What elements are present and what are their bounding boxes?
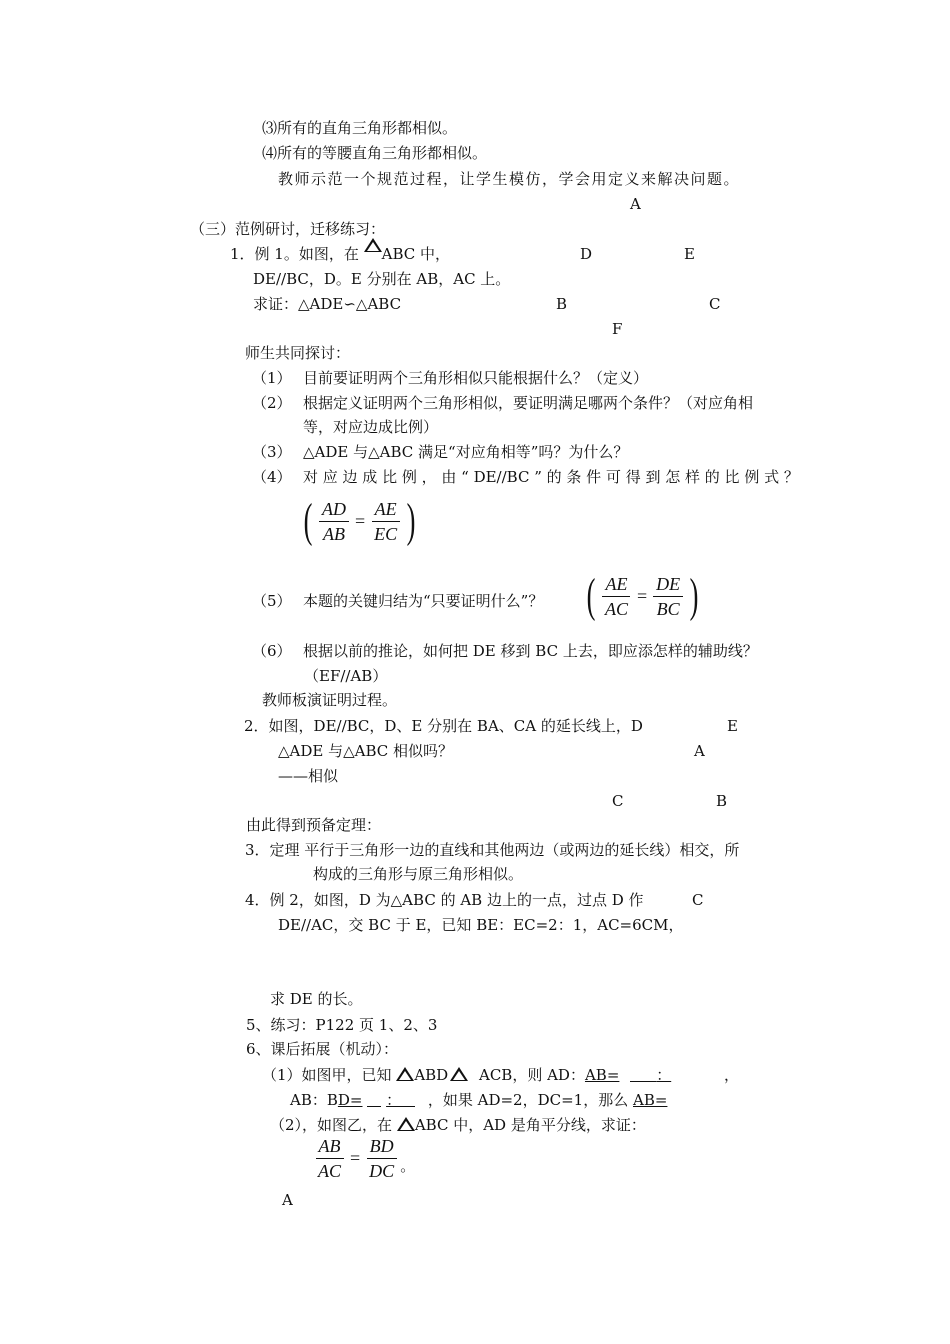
example-2: 2．如图，DE//BC，D、E 分别在 BA、CA 的延长线上，D [244,717,643,735]
denominator: DC [369,1161,395,1181]
ext1-ab2: AB= [633,1091,668,1109]
question-number: （5） [252,592,292,610]
text-line: 6、课后拓展（机动）： [246,1040,399,1058]
ext1-d: D= [337,1091,363,1109]
example-1-suffix: ABC 中， [381,245,451,263]
fraction [319,499,349,544]
formula-3 [312,1136,415,1181]
fraction [366,1136,397,1181]
example-4: 4．例 2，如图，D 为△ABC 的 AB 边上的一点，过点 D 作 [245,891,644,909]
right-paren: ) [406,494,416,547]
equals: = [350,1148,361,1168]
question-text: 根据以前的推论，如何把 DE 移到 BC 上去，即应添怎样的辅助线？ [303,642,758,660]
text-line: 教师板演证明过程。 [262,691,398,709]
question-text: 等，对应边成比例） [303,418,439,436]
text-line: △ADE 与△ABC 相似吗？ [278,742,454,760]
formula-1 [300,494,419,547]
figure-label: E [727,717,738,735]
text-line: ⑶所有的直角三角形都相似。 [262,119,458,137]
denominator: AC [604,598,628,619]
extension-1-line2 [290,1090,667,1110]
question-number: （2） [252,394,292,412]
figure-label: D [580,245,593,263]
text-line: 师生共同探讨： [245,344,351,362]
question-text: 根据定义证明两个三角形相似，要证明满足哪两个条件？（对应角相 [303,394,754,412]
ext1-condition: ，如果 AD=2，DC=1，那么 [427,1091,629,1109]
extension-2 [270,1115,646,1135]
figure-label: B [556,295,568,313]
text-line: DE//AC，交 BC 于 E，已知 BE：EC=2：1，AC=6CM， [278,916,684,934]
ext2-prefix: （2），如图乙，在 [270,1116,393,1134]
question-text: 本题的关键归结为“只要证明什么”？ [303,592,544,610]
ext1-abd: ABD [414,1066,449,1084]
ext2-suffix: ABC 中，AD 是角平分线，求证： [414,1116,646,1134]
fraction [315,1136,344,1181]
fraction [653,574,683,619]
answer-blank[interactable] [367,1092,381,1107]
text-line: 由此得到预备定理： [246,816,382,834]
theorem-cont: 构成的三角形与原三角形相似。 [313,865,524,883]
question-number: （4） [252,468,292,486]
answer-blank[interactable] [401,1092,415,1107]
fraction [371,499,400,544]
question-text: △ADE 与△ABC 满足“对应角相等”吗？为什么？ [303,443,629,461]
denominator: EC [374,523,398,544]
numerator: AD [319,499,349,522]
ext1-comma: ， [723,1066,739,1084]
triangle-icon [450,1067,468,1081]
figure-label: A [630,195,641,213]
triangle-icon [397,1117,415,1131]
fraction [602,574,631,619]
question-text: 对 应 边 成 比 例 ， 由 “ DE//BC ” 的 条 件 可 得 到 怎 样 的 比 例 式 ？ [303,468,799,486]
text-line: ——相似 [278,767,339,785]
numerator: DE [653,574,683,597]
question-number: （6） [252,642,292,660]
text-line: 5、练习：P122 页 1、2、3 [246,1016,438,1034]
text-line: 求 DE 的长。 [270,990,363,1008]
question-number: （3） [252,443,292,461]
formula-2 [583,569,702,622]
period: 。 [400,1159,416,1175]
ext1-prefix: （1）如图甲，已知 [262,1066,392,1084]
text-line: 求证：△ADE∽△ABC [253,295,402,313]
ext1-colon: ： [656,1066,672,1084]
figure-label: C [709,295,721,313]
equals: = [637,585,648,606]
figure-label: F [612,320,623,338]
ext1-colon2: ： [386,1091,402,1109]
numerator: BD [367,1136,397,1159]
equals: = [354,510,366,531]
example-1-prefix: 1．例 1。如图，在 [230,245,359,263]
numerator: AB [316,1136,344,1159]
ext1-ab-bd: AB：B [290,1091,338,1109]
numerator: AE [602,574,630,597]
right-paren: ) [689,569,699,622]
triangle-icon [396,1067,414,1081]
answer-blank[interactable] [630,1067,656,1082]
theorem: 3．定理 平行于三角形一边的直线和其他两边（或两边的延长线）相交，所 [245,841,740,859]
text-line: ⑷所有的等腰直角三角形都相似。 [262,144,488,162]
text-line: DE//BC，D。E 分别在 AB，AC 上。 [253,270,511,288]
triangle-icon [364,238,382,252]
ext1-ab: AB= [584,1066,620,1084]
extension-1 [262,1065,739,1085]
ext1-acb: ACB，则 AD： [479,1066,585,1084]
denominator: AC [318,1161,342,1181]
question-text: 目前要证明两个三角形相似只能根据什么？（定义） [303,369,649,387]
question-number: （1） [252,369,292,387]
figure-label: B [716,792,728,810]
section-heading: （三）范例研讨，迁移练习： [190,220,386,238]
left-paren: ( [303,494,313,547]
numerator: AE [372,499,400,522]
figure-label: E [684,245,695,263]
example-1 [230,244,450,264]
question-text: （EF//AB） [304,667,388,685]
figure-label: A [694,742,705,760]
left-paren: ( [586,569,596,622]
text-line: 教师示范一个规范过程，让学生模仿，学会用定义来解决问题。 [278,170,741,188]
denominator: AB [322,523,345,544]
denominator: BC [656,598,680,619]
figure-label: C [692,891,704,909]
figure-label: C [612,792,624,810]
figure-label: A [282,1191,293,1209]
